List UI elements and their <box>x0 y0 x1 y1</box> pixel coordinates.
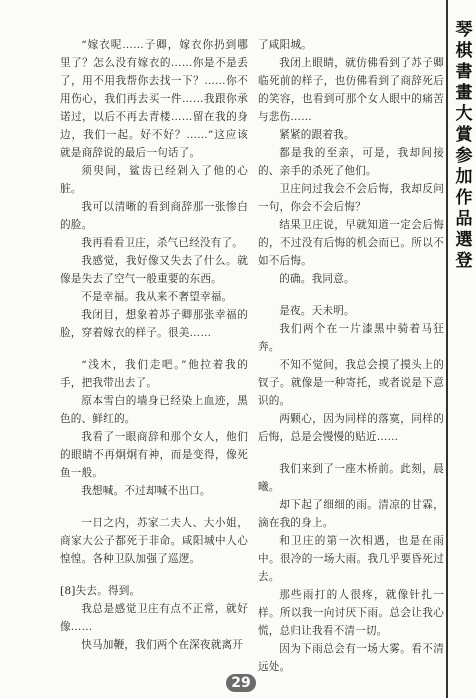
section-break <box>60 342 248 356</box>
paragraph: 须臾间，鲨齿已经剁入了他的心脏。 <box>60 165 248 195</box>
paragraph: 卫庄问过我会不会后悔，我却反问一句，你会不会后悔？ <box>258 183 444 213</box>
page-number: 29 <box>226 674 256 692</box>
paragraph: 和卫庄的第一次相遇，也是在雨中。很冷的一场大雨。我几乎要昏死过去。 <box>258 535 444 583</box>
paragraph: 我们两个在一片漆黑中骑着马狂奔。 <box>258 323 444 353</box>
section-break <box>258 446 444 460</box>
paragraph: 我可以清晰的看到商辞那一张惨白的脸。 <box>60 201 248 231</box>
paragraph: 我总是感觉卫庄有点不正常，就好像…… <box>60 603 248 633</box>
paragraph: 快马加鞭，我们两个在深夜就离开 <box>81 639 244 651</box>
paragraph: 两颗心，因为同样的落寞，同样的后悔，总是会慢慢的贴近…… <box>258 413 444 443</box>
paragraph: 不知不觉间，我总会摸了摸头上的钗子。就像是一种寄托，或者说是下意识的。 <box>258 359 444 407</box>
left-column <box>60 36 248 654</box>
section-break <box>60 500 248 514</box>
paragraph: 我看了一眼商辞和那个女人，他们的眼睛不再炯炯有神，而是变得，像死鱼一般。 <box>60 431 248 479</box>
paragraph: 都是我的至亲，可是，我却间接的、亲手的杀死了他们。 <box>258 147 444 177</box>
paragraph: 那些雨打的人很疼，就像针扎一样。所以我一向讨厌下雨。总会让我心慌，总归让我看不清一切。 <box>258 589 444 637</box>
paragraph: 是夜。天未明。 <box>279 305 355 317</box>
paragraph: “浅木，我们走吧。”他拉着我的手，把我带出去了。 <box>60 359 248 389</box>
right-column <box>258 36 444 676</box>
paragraph: 我再看看卫庄，杀气已经没有了。 <box>81 237 244 249</box>
paragraph: “嫁衣呢……子卿，嫁衣你扔到哪里了？怎么没有嫁衣的……你是不是丢了，用不用我帮你去找一下？……你不用伤心，我们再去买一件……我跟你承诺过，以后不再去青楼……留在我的身边，我们一起。好不好？……”这应该就是商辞说的最后一句话了。 <box>60 39 248 159</box>
paragraph: 了咸阳城。 <box>258 39 312 51</box>
paragraph: 一日之内，苏家二夫人、大小姐，商家大公子都死于非命。咸阳城中人心惶惶。各种卫队加强了巡逻。 <box>60 517 248 565</box>
paragraph: 却下起了细细的雨。清凉的甘霖，滴在我的身上。 <box>258 499 444 529</box>
paragraph: 我想喊。不过却喊不出口。 <box>81 485 211 497</box>
section-break <box>258 288 444 302</box>
paragraph: 我们来到了一座木桥前。此刻，晨曦。 <box>258 463 444 493</box>
paragraph: 不是幸福。我从来不奢望幸福。 <box>81 291 233 303</box>
sidebar-title: 琴棋書畫大賞参加作品選登 <box>455 20 473 271</box>
paragraph: 结果卫庄说，早就知道一定会后悔的，不过没有后悔的机会而已。所以不如不后悔。 <box>258 219 444 267</box>
paragraph: 的确。我同意。 <box>279 273 355 285</box>
paragraph: 原本雪白的墙身已经染上血迹，黑色的、鲜红的。 <box>60 395 248 425</box>
sidebar-banner <box>446 0 476 698</box>
paragraph: 我闭目，想象着苏子卿那张幸福的脸，穿着嫁衣的样子。很美…… <box>60 309 248 339</box>
paragraph: 紧紧的跟着我。 <box>279 129 355 141</box>
paragraph: 我闭上眼睛，就仿佛看到了苏子卿临死前的样子，也仿佛看到了商辞死后的笑容，也看到可那个女人眼中的痛苦与悲伤…… <box>258 57 444 123</box>
paragraph: 我感觉，我好像又失去了什么。就像是失去了空气一般重要的东西。 <box>60 255 248 285</box>
paragraph: [8]失去。得到。 <box>60 585 141 597</box>
section-break <box>60 568 248 582</box>
paragraph: 因为下雨总会有一场大雾。看不清远处。 <box>258 643 444 673</box>
